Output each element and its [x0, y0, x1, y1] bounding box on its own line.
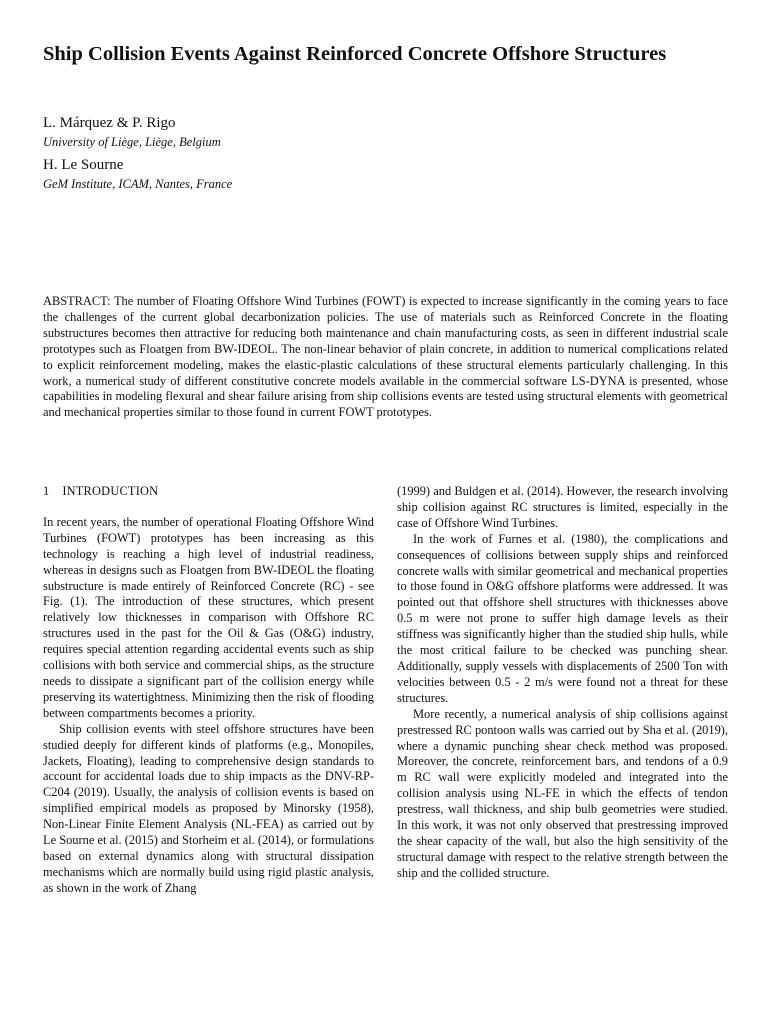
paper-title: Ship Collision Events Against Reinforced Concrete Offshore Structures [43, 43, 667, 65]
author-affiliation-1: University of Liège, Liège, Belgium [43, 135, 221, 149]
section-title: INTRODUCTION [62, 484, 159, 498]
author-affiliation-2: GeM Institute, ICAM, Nantes, France [43, 177, 233, 191]
left-column [43, 484, 374, 897]
section-heading [43, 484, 374, 500]
right-column [397, 484, 728, 882]
author-names-1: L. Márquez & P. Rigo [43, 115, 176, 131]
section-number: 1 [43, 484, 50, 498]
paragraph: More recently, a numerical analysis of ship collisions against prestressed RC pontoon walls was carried out by Sha et al. (2019), where a dynamic punching shear check method was proposed. Moreover, the concrete, reinforcement bars, and tendons of a 0.9 m RC wall were explicitly modeled and integrated into the collision analysis using NL-FE in which the effects of tendon prestress, wall thickness, and ship bulb geometries were studied. In this work, it was not only observed that prestressing improved the shear capacity of the wall, but also the high sensitivity of the structural damage with respect to the relative strength between the ship and the collided structure. [397, 706, 728, 880]
paragraph: In the work of Furnes et al. (1980), the complications and consequences of collisions between supply ships and reinforced concrete walls with similar geometrical and mechanical properties to those found in O&G offshore platforms were addressed. It was pointed out that offshore shell structures with thicknesses above 0.5 m were not prone to suffer high damage levels as their stiffness was significantly higher than the studied ship hulls, while the most critical failure to be checked was punching shear. Additionally, supply vessels with displacements of 2500 Ton with velocities between 0.5 - 2 m/s were found not a threat for these structures. [397, 531, 728, 705]
paragraph: (1999) and Buldgen et al. (2014). However, the research involving ship collision against RC structures is limited, especially in the case of Offshore Wind Turbines. [397, 484, 728, 530]
paragraph: In recent years, the number of operational Floating Offshore Wind Turbines (FOWT) prototypes has been increasing as this technology is reaching a high level of industrial readiness, whereas in designs such as Floatgen from BW-IDEOL the floating substructure is made entirely of Reinforced Concrete (RC) - see Fig. (1). The introduction of these structures, which present relatively low thicknesses in comparison with Offshore RC structures used in the past for the Oil & Gas (O&G) industry, requires special attention regarding accidental events such as ship collisions with both service and commercial ships, as the structure needs to dissipate a significant part of the collision energy while preserving its watertightness. Minimizing then the risk of flooding between compartments becomes a priority. [43, 514, 374, 720]
author-names-2: H. Le Sourne [43, 157, 124, 173]
abstract: ABSTRACT: The number of Floating Offshore Wind Turbines (FOWT) is expected to increase significantly in the coming years to face the challenges of the current global decarbonization policies. The use of materials such as Reinforced Concrete in the floating substructures becomes then attractive for reducing both maintenance and chain manufacturing costs, as seen in different industrial scale prototypes such as Floatgen from BW-IDEOL. The non-linear behavior of plain concrete, in addition to numerical complications related to explicit reinforcement modeling, makes the elastic-plastic calculations of these structural elements particularly challenging. In this work, a numerical study of different constitutive concrete models available in the commercial software LS-DYNA is presented, whose capabilities in modeling flexural and shear failure arising from ship collisions events are tested using structural elements with geometrical and mechanical properties similar to those found in current FOWT prototypes. [43, 294, 728, 420]
paragraph: Ship collision events with steel offshore structures have been studied deeply for different kinds of platforms (e.g., Monopiles, Jackets, Floating), leading to comprehensive design standards to account for accidental loads due to ship impacts as the DNV-RP-C204 (2019). Usually, the analysis of collision events is based on simplified empirical models as proposed by Minorsky (1958), Non-Linear Finite Element Analysis (NL-FEA) as carried out by Le Sourne et al. (2015) and Storheim et al. (2014), or formulations based on external dynamics along with structural dissipation mechanisms which are normally build using rigid plastic analysis, as shown in the work of Zhang [43, 721, 374, 895]
